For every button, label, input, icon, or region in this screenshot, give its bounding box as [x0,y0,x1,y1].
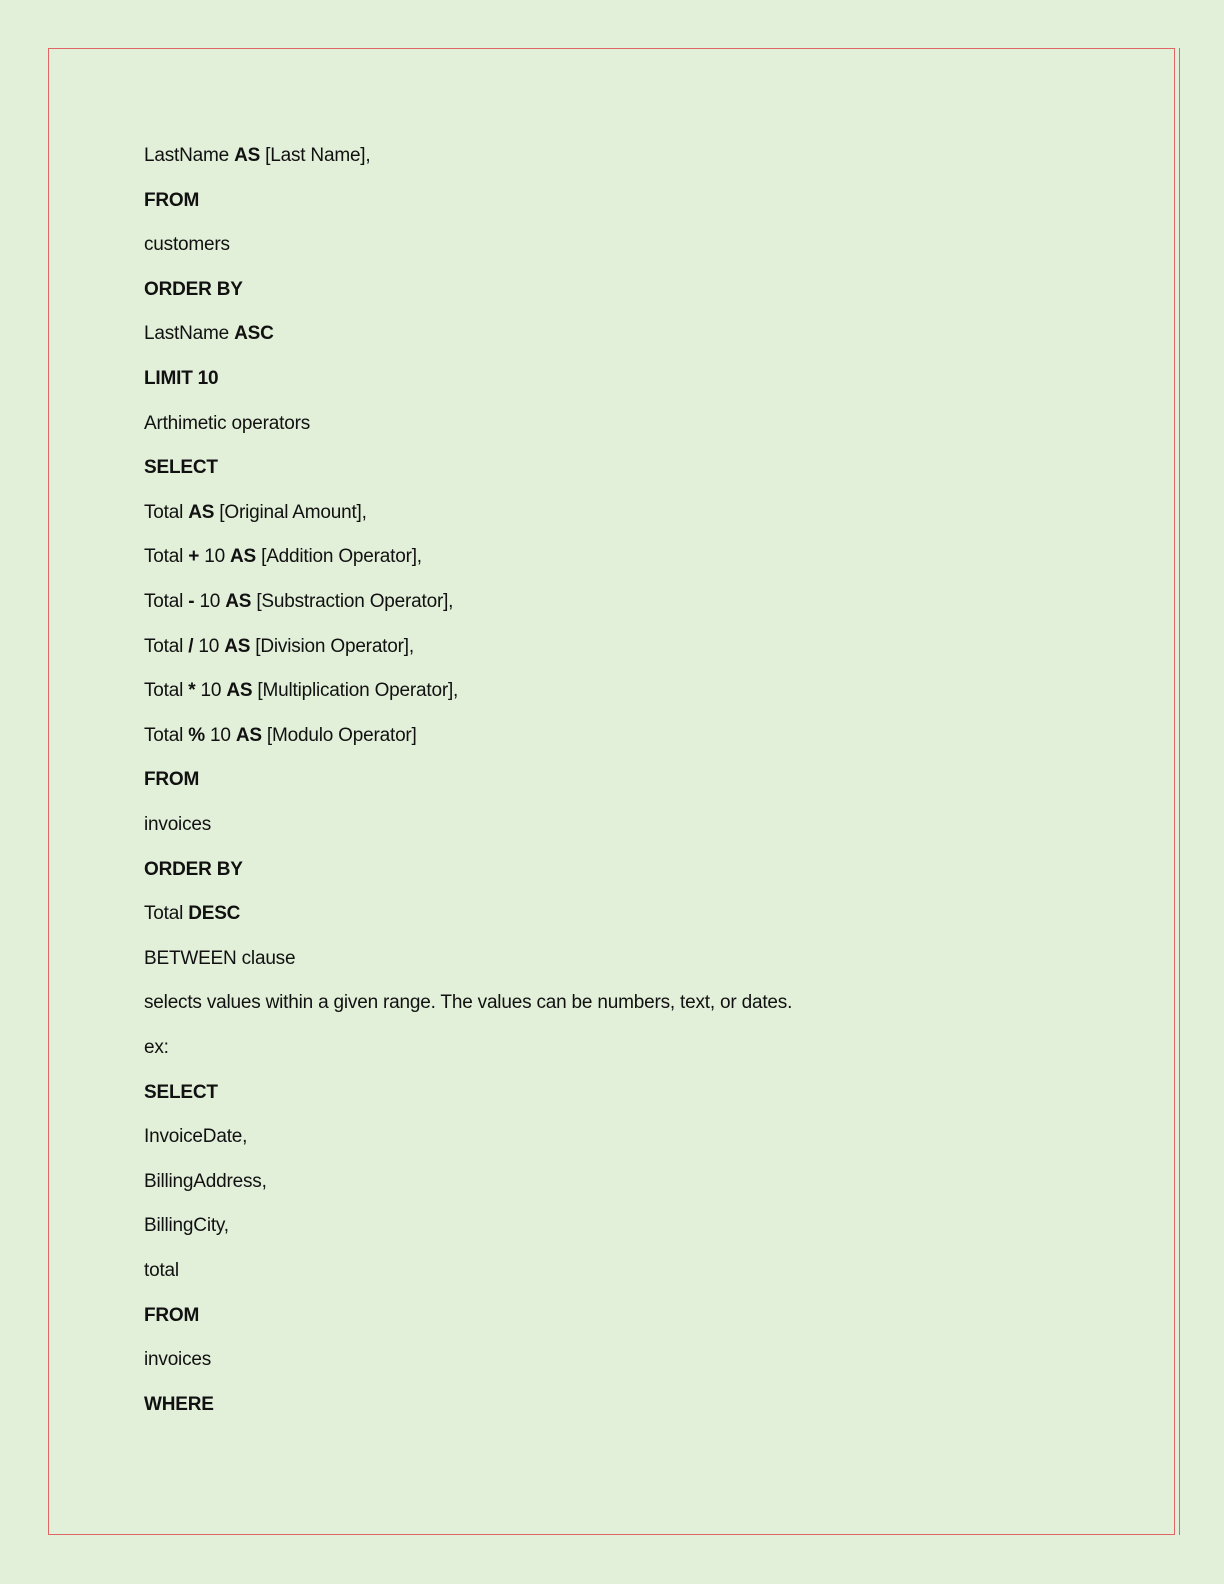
line-text: LastName [144,323,235,345]
line-text: 10 [199,546,231,568]
keyword-text: ORDER BY [144,278,243,300]
keyword-text: AS [230,546,257,568]
line-text: customers [144,234,230,256]
document-line [144,858,243,882]
document-line [144,902,240,926]
line-text: [Substraction Operator], [251,591,454,612]
document-line [144,590,453,614]
document-line [144,679,458,703]
keyword-text: AS [226,680,253,702]
line-text: InvoiceDate, [144,1126,248,1148]
document-line [144,1170,267,1194]
line-text: invoices [144,814,212,835]
line-text: [Last Name], [260,145,371,166]
line-text: [Multiplication Operator], [252,680,459,702]
document-line [144,1081,218,1105]
line-text: 10 [193,635,225,657]
document-line [144,1348,211,1372]
keyword-text: DESC [188,903,241,925]
document-line [144,947,295,971]
line-text: Total [144,903,189,925]
line-text: [Original Amount], [214,501,367,523]
line-text: Total [144,501,189,523]
line-text: Total [144,591,189,612]
line-text: total [144,1260,179,1281]
document-line [144,412,310,436]
document-line [144,991,792,1015]
keyword-text: SELECT [144,1081,218,1103]
document-line [144,144,370,168]
line-text: Total [144,680,189,702]
keyword-text: AS [225,591,252,612]
line-text: invoices [144,1349,212,1371]
document-line [144,501,367,525]
keyword-text: AS [235,724,262,746]
keyword-text: / [188,635,194,657]
document-line [144,189,199,213]
line-text: selects values within a given range. The values can be numbers, text, or dates. [144,992,793,1014]
document-line [144,1259,179,1283]
line-text: Total [144,546,189,568]
document-line [144,456,218,480]
document-line [144,768,199,792]
document-line [144,724,417,748]
document-line [144,1036,169,1060]
keyword-text: % [188,724,205,746]
document-line [144,367,218,391]
keyword-text: AS [224,635,251,657]
document-line [144,813,211,837]
page-border [48,48,1175,1535]
line-text: 10 [194,591,226,612]
keyword-text: AS [188,501,215,523]
document-line [144,233,230,257]
keyword-text: SELECT [144,457,218,479]
document-line [144,1125,247,1149]
line-text: BillingCity, [144,1215,229,1237]
document-line [144,545,422,569]
line-text: Total [144,724,189,746]
line-text: LastName [144,145,235,166]
document-line [144,1393,214,1417]
keyword-text: ORDER BY [144,858,243,880]
line-text: [Modulo Operator] [261,724,417,746]
line-text: 10 [195,680,227,702]
line-text: BillingAddress, [144,1170,267,1192]
keyword-text: FROM [144,1304,200,1326]
line-text: ex: [144,1037,169,1058]
keyword-text: + [188,546,200,568]
document-line [144,322,274,346]
line-text: [Division Operator], [250,635,414,657]
keyword-text: LIMIT 10 [144,368,219,389]
keyword-text: AS [234,145,261,166]
keyword-text: WHERE [144,1393,214,1415]
document-line [144,635,414,659]
keyword-text: FROM [144,189,200,211]
line-text: 10 [204,724,236,746]
keyword-text: * [188,680,196,702]
document-line [144,1304,199,1328]
keyword-text: FROM [144,769,200,791]
line-text: [Addition Operator], [256,546,422,568]
document-line [144,1214,229,1238]
line-text: BETWEEN clause [144,947,296,969]
keyword-text: ASC [234,323,274,345]
document-line [144,278,243,302]
keyword-text: - [188,591,195,612]
line-text: Arthimetic operators [144,412,311,434]
line-text: Total [144,635,189,657]
